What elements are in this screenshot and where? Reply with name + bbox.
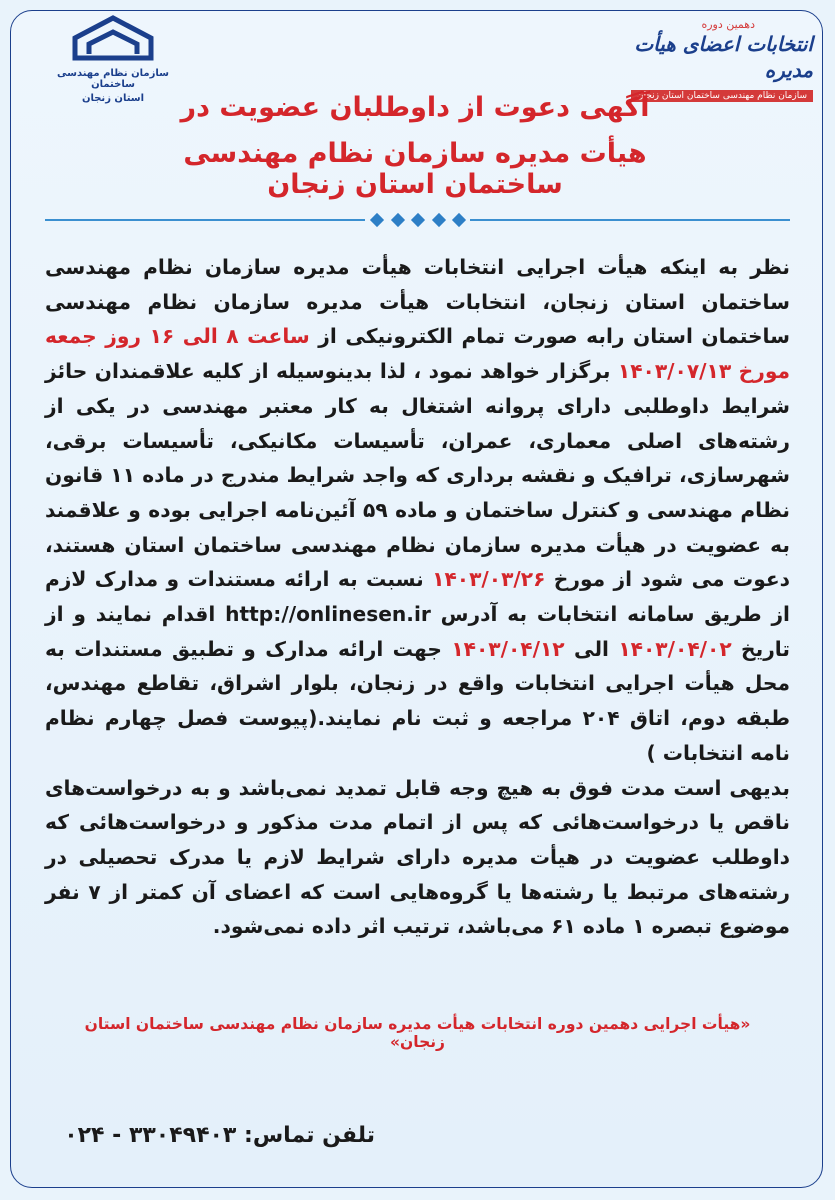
body-text-segment: جهت ارائه مدارک و تطبیق مستندات به محل هیأت اجرایی انتخابات واقع در زنجان، بلوار اشراق، تقاطع مهندس، طبقه دوم، اتاق ۲۰۴ مراجعه و ثبت نام نمایند.(پیوست فصل چهارم نظام نامه انتخابات ) [45,636,790,765]
organization-name-line2: استان زنجان [81,93,145,104]
contact-phone [45,1123,375,1148]
election-logo-subtitle: سازمان نظام مهندسی ساختمان استان زنجان [631,90,813,102]
notice-body [45,250,790,944]
notice-paragraph-1 [45,250,790,771]
body-text-segment: برگزار خواهد نمود ، لذا بدینوسیله از کلیه علاقمندان حائز شرایط داوطلبی دارای پروانه اشتغال به کار معتبر مهندسی در یکی از رشته‌های اصلی معماری، عمران، تأسیسات مکانیکی، تأسیسات برقی، شهرسازی، ترافیک و نقشه برداری که واجد شرایط مندرج در ماده ۱۱ قانون نظام مهندسی و کنترل ساختمان و ماده ۵۹ آئین‌نامه اجرایی بوده و علاقمند به عضویت در هیأت مدیره سازمان نظام مهندسی ساختمان استان هستند، دعوت می شود از مورخ [45,359,790,592]
divider-line-left [45,219,365,221]
election-time-highlight: ساعت ۸ الی ۱۶ روز جمعه مورخ ۱۴۰۳/۰۷/۱۳ [45,324,790,384]
submission-start-date: ۱۴۰۳/۰۴/۰۲ [618,636,732,661]
organization-name-line1: سازمان نظام مهندسی ساختمان [57,68,169,90]
diamond-divider-icon [372,213,464,227]
notice-paragraph-2: بدیهی است مدت فوق به هیچ وجه قابل تمدید نمی‌باشد و به درخواست‌های ناقص یا درخواست‌هائی که پس از اتمام مدت مذکور و درخواست‌هائی که داوطلب عضویت در هیأت مدیره دارای شرایط لازم یا مدرک تحصیلی در رشته‌های مرتبط یا رشته‌ها یا گروه‌هایی است که اعضای آن کمتر از ۷ نفر موضوع تبصره ۱ ماده ۶۱ می‌باشد، ترتیب اثر داده نمی‌شود. [45,775,790,939]
submission-end-date: ۱۴۰۳/۰۴/۱۲ [451,636,565,661]
start-date-highlight: ۱۴۰۳/۰۳/۲۶ [432,567,546,592]
website-link[interactable]: http://onlinesen.ir [225,602,431,627]
election-logo [623,18,813,101]
diamond-divider [45,213,790,227]
body-text-segment: الی [564,636,619,661]
notice-title-line1: آگهی دعوت از داوطلبان عضویت در [180,92,650,123]
notice-title-line2: هیأت مدیره سازمان نظام مهندسی ساختمان استان زنجان [183,138,647,200]
body-text-segment: اقدام نمایند و از تاریخ [45,602,790,661]
committee-signature: «هیأت اجرایی دهمین دوره انتخابات هیأت مدیره سازمان نظام مهندسی ساختمان استان زنجان» [84,1015,751,1051]
election-logo-title: انتخابات اعضای هیأت مدیره [634,32,813,82]
building-roof-logo-icon [71,14,155,62]
divider-line-right [470,219,790,221]
election-logo-small: دهمین دوره [701,18,755,31]
phone-number[interactable]: ۳۳۰۴۹۴۰۳ - ۰۲۴ [64,1123,237,1148]
body-text-segment: نسبت به ارائه مستندات و مدارک لازم از طریق سامانه انتخابات به آدرس [45,567,790,627]
phone-label: تلفن تماس: [244,1123,375,1148]
body-text-segment: نظر به اینکه هیأت اجرایی انتخابات هیأت مدیره سازمان نظام مهندسی ساختمان استان زنجان، انتخابات هیأت مدیره سازمان نظام مهندسی ساختمان استان رابه صورت تمام الکترونیکی از [45,255,790,349]
